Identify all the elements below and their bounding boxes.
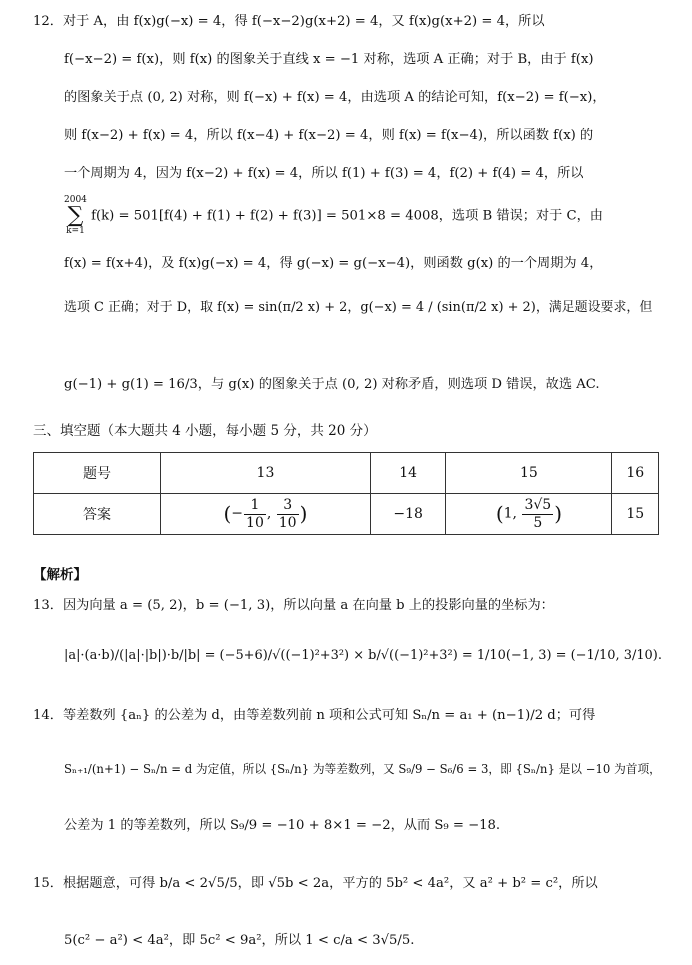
sigma-glyph: ∑ — [67, 203, 84, 228]
fraction — [277, 497, 299, 530]
q12-line-6: f(k) = 501[f(4) + f(1) + f(2) + f(3)] = 501×8 = 4008，选项 B 错误；对于 C，由 — [91, 208, 603, 224]
paren-close: ) — [554, 502, 563, 526]
q12-line-7: f(x) = f(x+4)，及 f(x)g(−x) = 4，得 g(−x) = g(−x−4)，则函数 g(x) 的一个周期为 4， — [64, 256, 603, 271]
interval-start: 1, — [503, 506, 517, 522]
paren-open: ( — [495, 502, 504, 526]
answer-13 — [161, 494, 371, 535]
paren-open: ( — [223, 502, 232, 526]
table-header-answer: 答案 — [34, 494, 161, 535]
q14-line-3: 公差为 1 的等差数列，所以 S₉/9 = −10 + 8×1 = −2，从而 S₉ = −18. — [64, 818, 501, 833]
paren-close: ) — [299, 502, 308, 526]
q12-line-9: g(−1) + g(1) = 16/3，与 g(x) 的图象关于点 (0, 2) 对称矛盾，则选项 D 错误，故选 AC. — [64, 377, 600, 392]
q12-line-3: 的图象关于点 (0, 2) 对称，则 f(−x) + f(x) = 4，由选项 A 的结论可知，f(x−2) = f(−x)， — [64, 90, 606, 105]
q15-line-1: 15．根据题意，可得 b/a < 2√5/5，即 √5b < 2a，平方的 5b² < 4a²，又 a² + b² = c²，所以 — [33, 876, 598, 891]
table-row — [34, 494, 659, 535]
sum-lower-limit: k=1 — [66, 226, 85, 236]
q12-line-1: 12．对于 A，由 f(x)g(−x) = 4，得 f(−x−2)g(x+2) = 4，又 f(x)g(x+2) = 4，所以 — [33, 14, 545, 29]
answer-14: −18 — [370, 494, 446, 535]
numerator: 3 — [283, 497, 293, 514]
q12-line-8: 选项 C 正确；对于 D，取 f(x) = sin(π/2 x) + 2，g(−x) = 4 / (sin(π/2 x) + 2)，满足题设要求，但 — [64, 300, 653, 315]
q13-line-1: 13．因为向量 a = (5, 2)，b = (−1, 3)，所以向量 a 在向量 b 上的投影向量的坐标为： — [33, 598, 554, 613]
q12-line-5: 一个周期为 4，因为 f(x−2) + f(x) = 4，所以 f(1) + f(3) = 4，f(2) + f(4) = 4，所以 — [64, 166, 584, 181]
numerator: 3√5 — [524, 497, 552, 514]
denominator: 5 — [522, 514, 553, 531]
denominator: 10 — [278, 514, 297, 531]
answer-16: 15 — [612, 494, 659, 535]
answer-15 — [446, 494, 612, 535]
summation-symbol — [64, 196, 87, 236]
fraction — [244, 497, 266, 530]
numerator: 1 — [250, 497, 260, 514]
q13-line-2: |a|·(a·b)/(|a|·|b|)·b/|b| = (−5+6)/√((−1)²+3²) × b/√((−1)²+3²) = 1/10(−1, 3) = (−1/10, 3/10). — [64, 648, 662, 663]
q12-line-6-wrap — [64, 196, 603, 236]
denominator: 10 — [246, 514, 264, 531]
minus-sign: − — [231, 506, 244, 522]
q15-line-2: 5(c² − a²) < 4a²，即 5c² < 9a²，所以 1 < c/a < 3√5/5. — [64, 933, 415, 948]
fraction — [522, 497, 553, 530]
table-cell-number: 15 — [446, 453, 612, 494]
table-cell-number: 13 — [161, 453, 371, 494]
answer-table — [33, 452, 659, 535]
section-3-title: 三、填空题（本大题共 4 小题，每小题 5 分，共 20 分） — [33, 423, 377, 439]
sum-upper-limit: 2004 — [64, 195, 87, 205]
q12-line-2: f(−x−2) = f(x)，则 f(x) 的图象关于直线 x = −1 对称，选项 A 正确；对于 B，由于 f(x) — [64, 52, 594, 67]
comma: , — [266, 506, 272, 522]
table-cell-number: 14 — [370, 453, 446, 494]
q12-line-4: 则 f(x−2) + f(x) = 4，所以 f(x−4) + f(x−2) = 4，则 f(x) = f(x−4)，所以函数 f(x) 的 — [64, 128, 594, 143]
table-row — [34, 453, 659, 494]
table-cell-number: 16 — [612, 453, 659, 494]
analysis-title: 【解析】 — [33, 567, 87, 583]
table-header-question: 题号 — [34, 453, 161, 494]
q14-line-2: Sₙ₊₁/(n+1) − Sₙ/n = d 为定值，所以 {Sₙ/n} 为等差数列，又 S₉/9 − S₆/6 = 3，即 {Sₙ/n} 是以 −10 为首项， — [64, 762, 661, 776]
q14-line-1: 14．等差数列 {aₙ} 的公差为 d，由等差数列前 n 项和公式可知 Sₙ/n = a₁ + (n−1)/2 d；可得 — [33, 708, 596, 723]
